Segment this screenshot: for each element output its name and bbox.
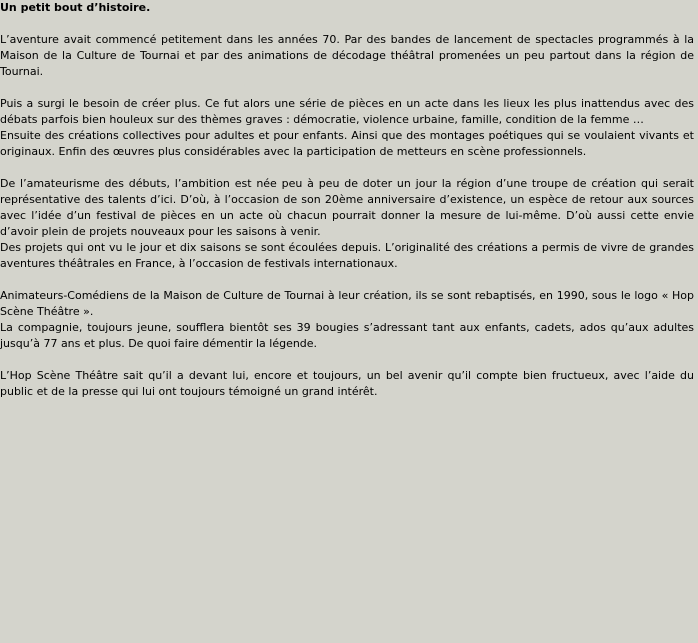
paragraph-ambition xyxy=(0,176,694,272)
page-title: Un petit bout d’histoire. xyxy=(0,1,151,14)
paragraph-text: Des projets qui ont vu le jour et dix saisons se sont écoulées depuis. L’originalité des créations a permis de vivre de grandes aventures théâtrales en France, à l’occasion de festivals internationaux. xyxy=(0,241,694,270)
paragraph-text: De l’amateurisme des débuts, l’ambition est née peu à peu de doter un jour la région d’une troupe de création qui serait représentative des talents d’ici. D’où, à l’occasion de son 20ème anniversaire d’existence, un espèce de retour aux sources avec l’idée d’un festival de pièces en un acte où chacun pourrait donner la mesure de lui-même. D’où aussi cette envie d’avoir plein de projets nouveaux pour les saisons à venir. xyxy=(0,177,694,238)
paragraph-text: L’aventure avait commencé petitement dans les années 70. Par des bandes de lancement de spectacles programmés à la Maison de la Culture de Tournai et par des animations de décodage théâtral promenées un peu partout dans la région de Tournai. xyxy=(0,33,694,78)
paragraph-origins xyxy=(0,32,694,80)
paragraph-text: Puis a surgi le besoin de créer plus. Ce fut alors une série de pièces en un acte dans les lieux les plus inattendus avec des débats parfois bien houleux sur des thèmes graves : démocratie, violence urbaine, famille, condition de la femme … xyxy=(0,97,694,126)
paragraph-text: L’Hop Scène Théâtre sait qu’il a devant lui, encore et toujours, un bel avenir qu’il compte bien fructueux, avec l’aide du public et de la presse qui lui ont toujours témoigné un grand intérêt. xyxy=(0,369,694,398)
paragraph-future xyxy=(0,368,694,400)
paragraph-text: La compagnie, toujours jeune, soufflera bientôt ses 39 bougies s’adressant tant aux enfants, cadets, ados qu’aux adultes jusqu’à 77 ans et plus. De quoi faire démentir la légende. xyxy=(0,321,694,350)
paragraph-growth xyxy=(0,96,694,160)
paragraph-text: Animateurs-Comédiens de la Maison de Culture de Tournai à leur création, ils se sont rebaptisés, en 1990, sous le logo « Hop Scène Théâtre ». xyxy=(0,289,694,318)
paragraph-text: Ensuite des créations collectives pour adultes et pour enfants. Ainsi que des montages poétiques qui se voulaient vivants et originaux. Enfin des œuvres plus considérables avec la participation de metteurs en scène professionnels. xyxy=(0,129,694,158)
paragraph-company xyxy=(0,288,694,352)
